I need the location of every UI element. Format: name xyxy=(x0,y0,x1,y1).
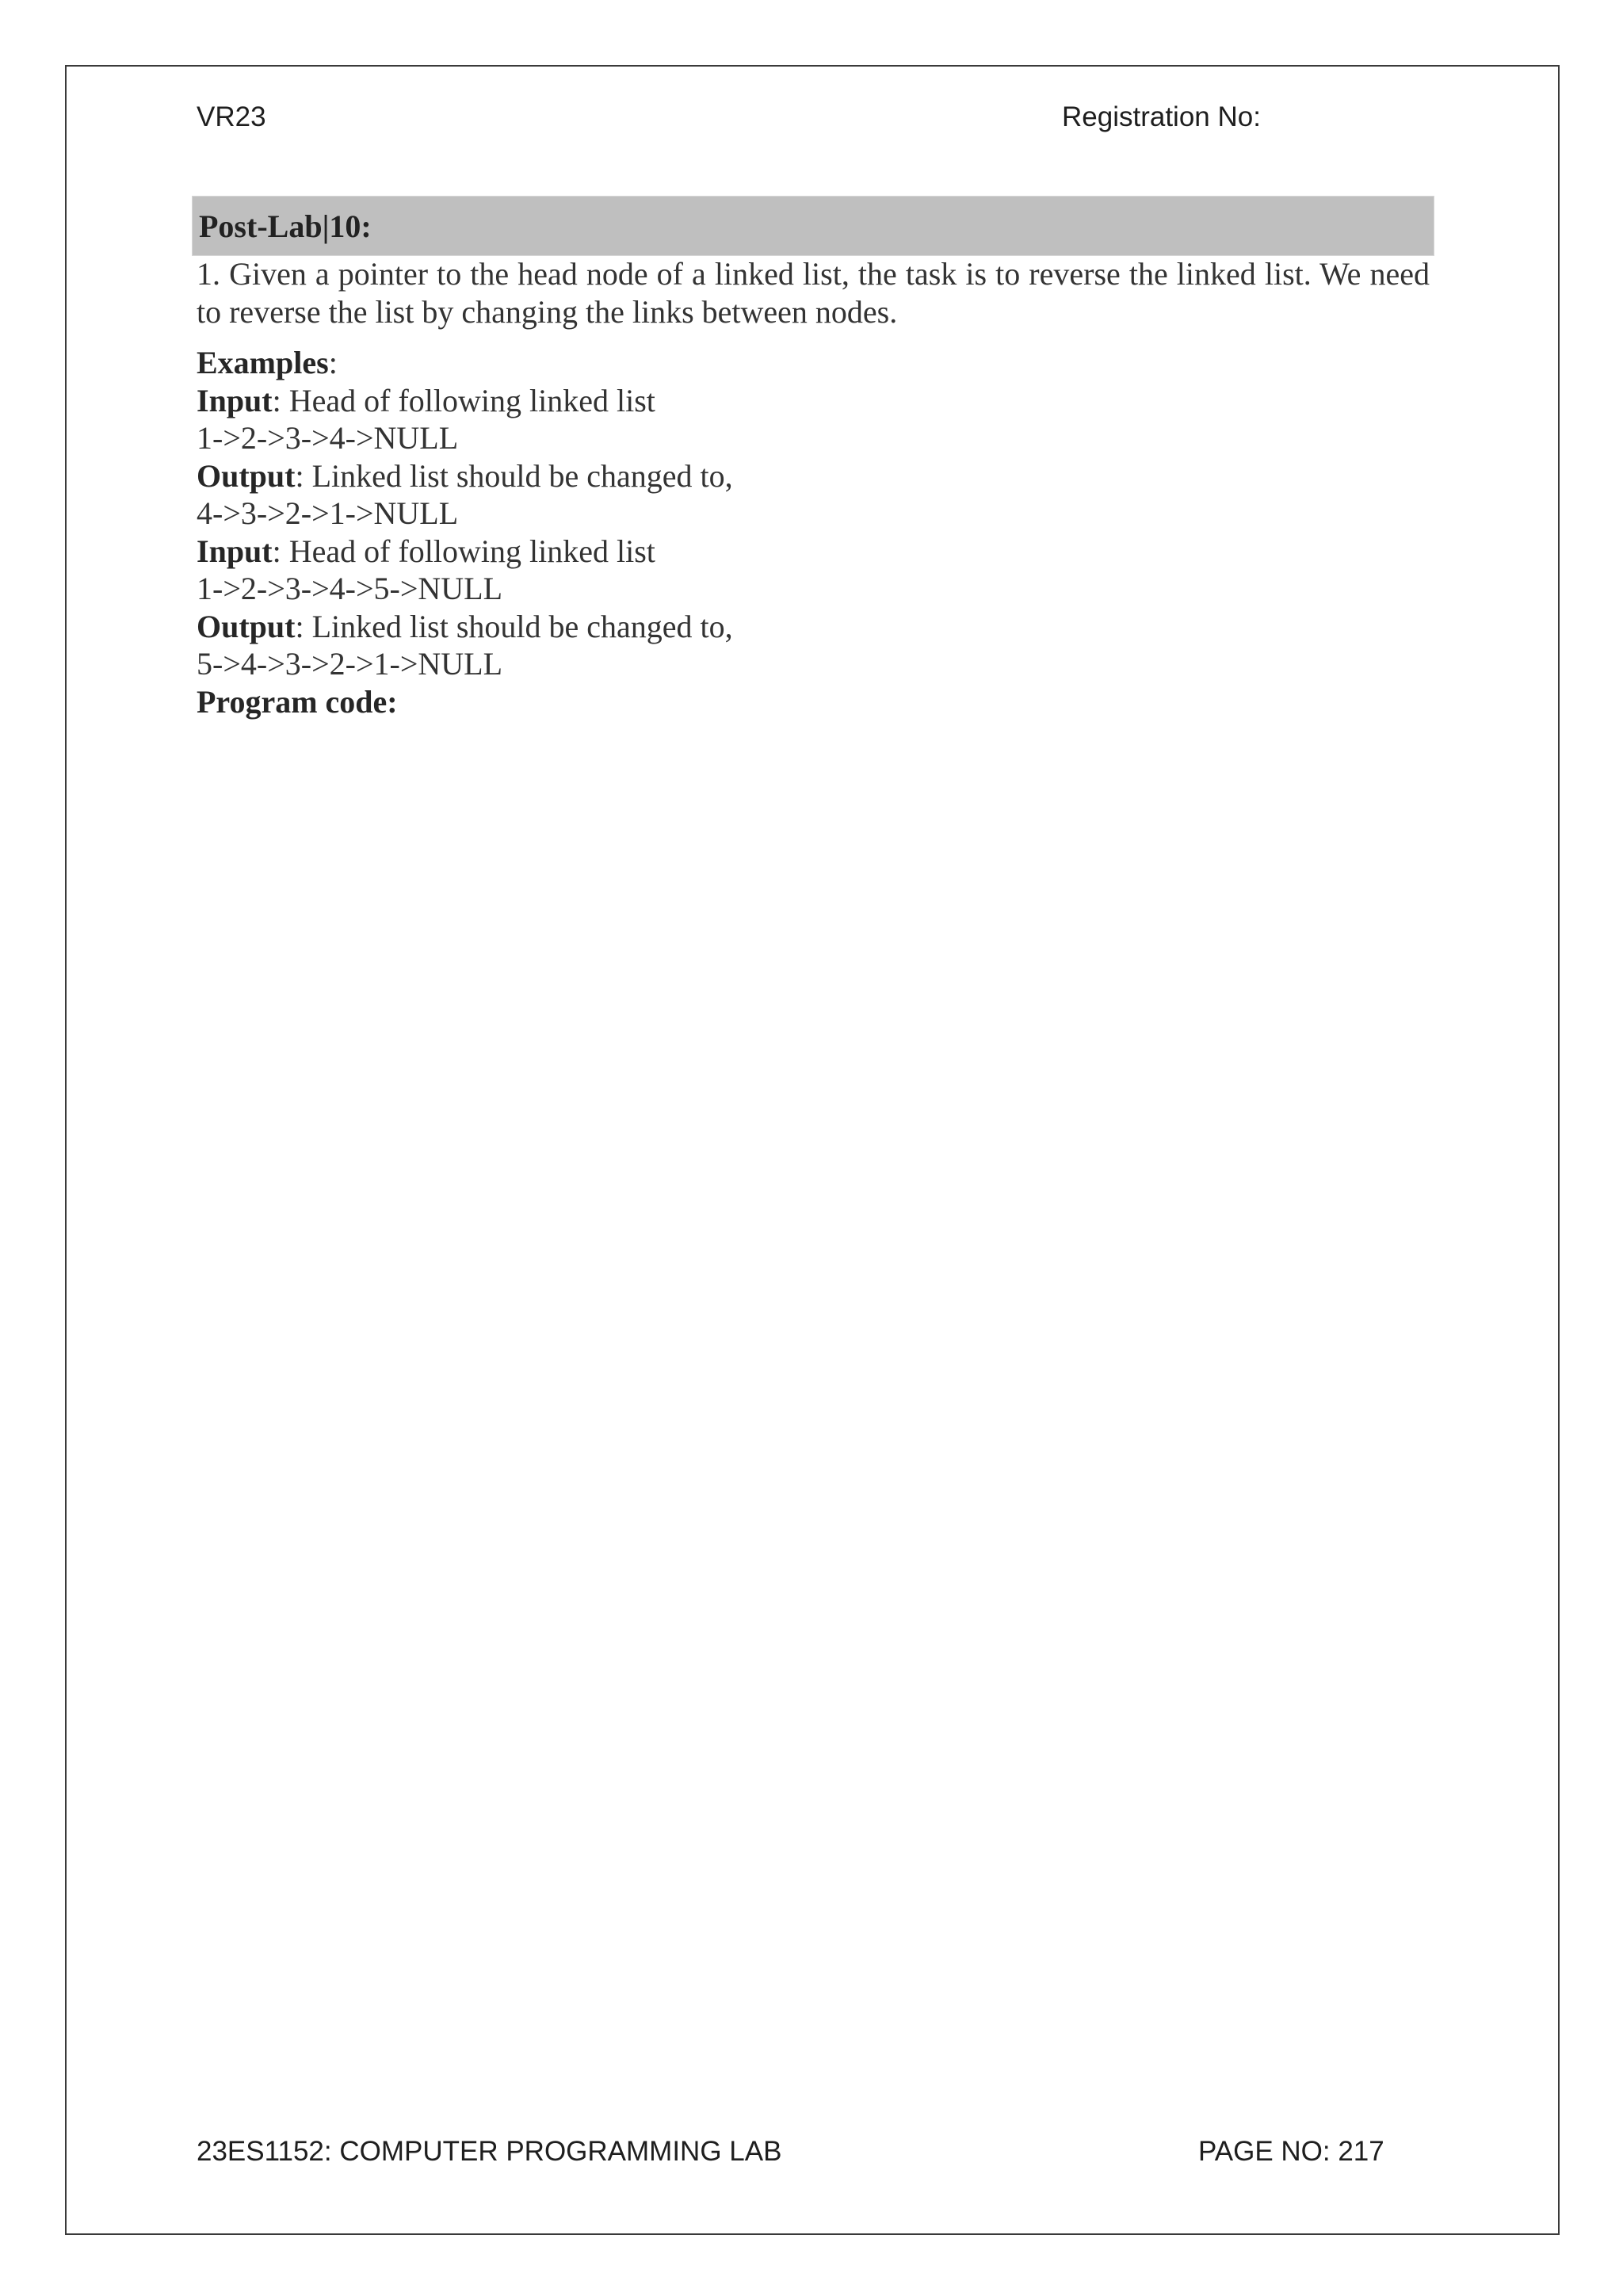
example-input-text: : Head of following linked list xyxy=(272,533,655,569)
examples-heading: Examples xyxy=(197,345,329,380)
example-input-line xyxy=(197,382,1430,420)
section-heading-bar xyxy=(192,196,1434,256)
footer-page-number: PAGE NO: 217 xyxy=(1198,2136,1384,2167)
header-course-code: VR23 xyxy=(197,101,266,132)
example-output-label: Output xyxy=(197,608,296,644)
example-output-text: : Linked list should be changed to, xyxy=(295,457,733,494)
examples-block xyxy=(197,344,1430,720)
example-input-list: 1->2->3->4->5->NULL xyxy=(197,571,503,606)
example-input-label: Input xyxy=(197,533,273,569)
example-input-text: : Head of following linked list xyxy=(272,382,655,418)
example-output-text: : Linked list should be changed to, xyxy=(295,608,733,644)
section-title: Post-Lab|10: xyxy=(199,208,372,244)
example-input-line xyxy=(197,533,1430,571)
footer-course-title: 23ES1152: COMPUTER PROGRAMMING LAB xyxy=(197,2136,782,2167)
example-output-list: 5->4->3->2->1->NULL xyxy=(197,646,503,682)
question-text: 1. Given a pointer to the head node of a linked list, the task is to reverse the linked list. We need to reverse the list by changing the links between nodes. xyxy=(197,256,1430,330)
content-body xyxy=(197,255,1430,720)
program-code-label: Program code: xyxy=(197,683,398,720)
example-output-list: 4->3->2->1->NULL xyxy=(197,495,459,531)
example-input-list: 1->2->3->4->NULL xyxy=(197,420,459,456)
example-output-label: Output xyxy=(197,457,296,494)
example-input-label: Input xyxy=(197,382,273,418)
examples-heading-line xyxy=(197,344,1430,382)
header-registration-label: Registration No: xyxy=(1062,101,1261,132)
example-output-line xyxy=(197,608,1430,646)
examples-heading-colon: : xyxy=(328,345,338,380)
example-output-line xyxy=(197,457,1430,495)
